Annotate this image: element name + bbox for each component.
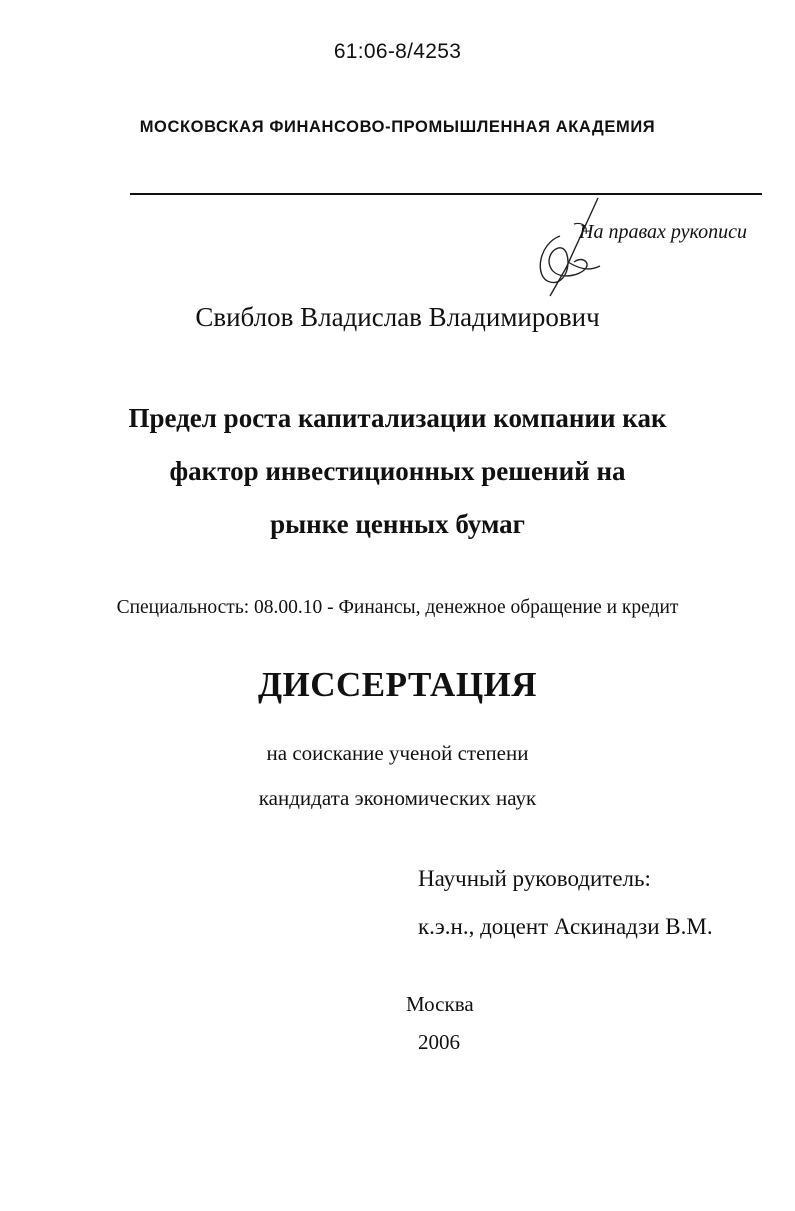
place-and-year — [406, 985, 474, 1061]
degree-line: кандидата экономических наук — [258, 786, 537, 810]
specialty-line: Специальность: 08.00.10 - Финансы, денежное обращение и кредит — [116, 597, 679, 618]
header-divider — [130, 193, 762, 195]
catalog-number: 61:06-8/4253 — [333, 40, 462, 63]
institution-name: МОСКОВСКАЯ ФИНАНСОВО-ПРОМЫШЛЕННАЯ АКАДЕМИЯ — [139, 118, 656, 136]
author-name: Свиблов Владислав Владимирович — [195, 302, 600, 332]
year: 2006 — [418, 1030, 460, 1054]
document-type: ДИССЕРТАЦИЯ — [257, 665, 538, 704]
degree-line: на соискание ученой степени — [266, 741, 529, 765]
rights-note: На правах рукописи — [579, 221, 747, 243]
handwritten-signature — [528, 196, 608, 306]
title-line: фактор инвестиционных решений на — [169, 456, 626, 486]
supervisor-block — [418, 855, 713, 951]
degree-statement — [0, 731, 795, 821]
supervisor-name: к.э.н., доцент Аскинадзи В.М. — [418, 914, 713, 939]
title-line: Предел роста капитализации компании как — [128, 403, 667, 433]
title-line: рынке ценных бумаг — [270, 509, 525, 539]
city: Москва — [406, 992, 474, 1016]
supervisor-label: Научный руководитель: — [418, 866, 651, 891]
dissertation-title — [0, 392, 795, 551]
